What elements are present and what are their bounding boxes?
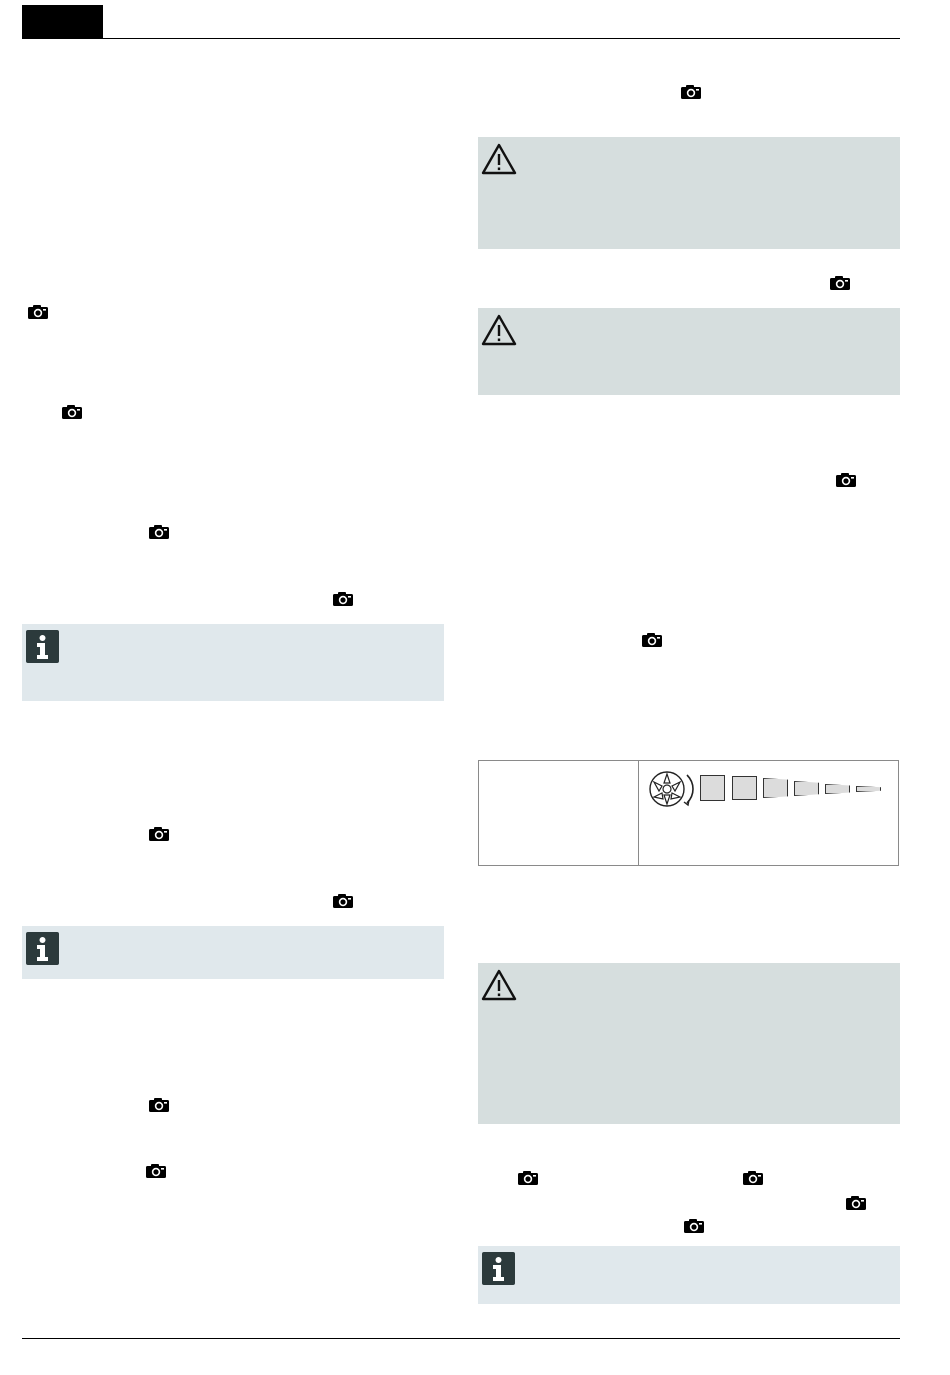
camera-icon	[148, 524, 170, 540]
info-icon	[26, 630, 59, 663]
camera-icon	[148, 826, 170, 842]
camera-icon	[61, 404, 83, 420]
spray-fan-bar	[825, 784, 850, 794]
camera-icon	[683, 1218, 705, 1234]
warning-triangle-icon	[481, 143, 517, 175]
info-icon	[26, 932, 59, 965]
camera-icon	[835, 472, 857, 488]
nozzle-icon	[647, 769, 695, 809]
spray-fan-bar	[732, 776, 757, 800]
camera-icon	[148, 1097, 170, 1113]
spray-fan-bar	[794, 781, 819, 796]
info-icon	[482, 1252, 515, 1285]
info-note	[478, 1246, 900, 1304]
camera-icon	[845, 1195, 867, 1211]
warning-note	[478, 963, 900, 1124]
camera-icon	[829, 275, 851, 291]
spray-fan-bar	[700, 775, 725, 801]
camera-icon	[742, 1170, 764, 1186]
spray-pattern-table	[478, 760, 899, 866]
camera-icon	[641, 632, 663, 648]
camera-icon	[332, 591, 354, 607]
camera-icon	[332, 893, 354, 909]
warning-triangle-icon	[481, 314, 517, 346]
footer-rule	[22, 1338, 900, 1339]
spray-fan-bar	[856, 786, 881, 792]
info-note	[22, 624, 444, 701]
table-divider	[638, 761, 639, 865]
warning-note	[478, 137, 900, 249]
header-tab	[22, 5, 103, 39]
header-rule	[22, 38, 900, 39]
camera-icon	[517, 1170, 539, 1186]
warning-note	[478, 308, 900, 395]
camera-icon	[145, 1163, 167, 1179]
info-note	[22, 926, 444, 979]
camera-icon	[680, 84, 702, 100]
table-cell-left	[479, 761, 638, 865]
camera-icon	[27, 304, 49, 320]
warning-triangle-icon	[481, 969, 517, 1001]
spray-fan-bar	[763, 778, 788, 798]
